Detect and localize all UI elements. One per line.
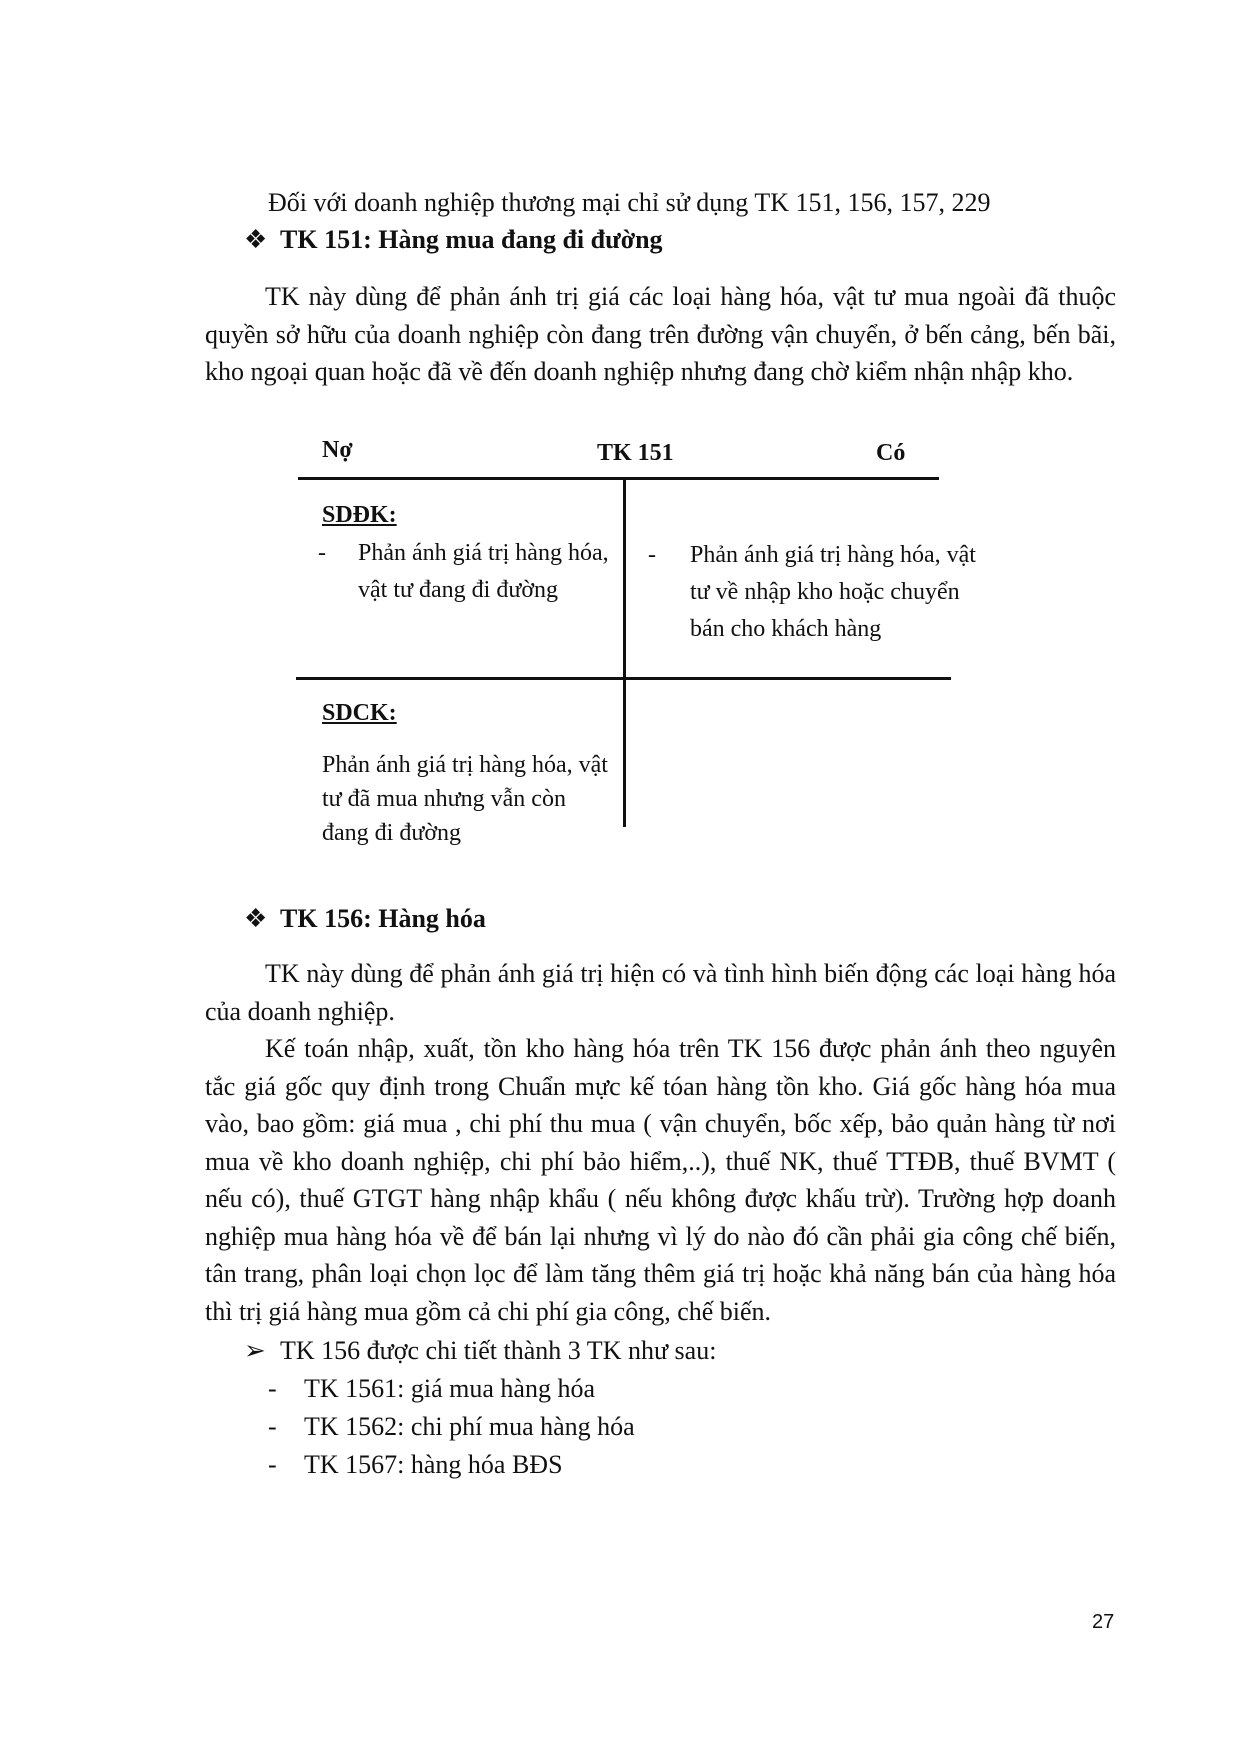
dash-marker: - [268, 1374, 277, 1403]
list-item-text: TK 1561: giá mua hàng hóa [304, 1374, 595, 1403]
heading-text: TK 156: Hàng hóa [280, 904, 486, 933]
tk156-description: TK này dùng để phản ánh giá trị hiện có và tình hình biến động các loại hàng hóa của doanh nghiệp. [205, 959, 1116, 1026]
list-item [268, 1374, 595, 1404]
page-number: 27 [1092, 1611, 1115, 1633]
arrow-bullet-icon: ➢ [244, 1336, 266, 1365]
ledger-debit-entry [318, 535, 638, 609]
ledger-opening-balance-label: SDĐK: [322, 502, 397, 528]
ledger-center-rule [623, 479, 626, 827]
ledger-credit-label: Có [876, 440, 906, 466]
list-item-text: TK 1567: hàng hóa BĐS [304, 1450, 563, 1479]
dash-marker: - [268, 1412, 277, 1441]
ledger-credit-entry [648, 537, 985, 673]
list-item [268, 1450, 563, 1480]
tk156-valuation-paragraph: Kế toán nhập, xuất, tồn kho hàng hóa trên TK 156 được phản ánh theo nguyên tắc giá gốc quy định trong Chuẩn mực kế tóan hàng tồn kho. Giá gốc hàng hóa mua vào, bao gồm: giá mua , chi phí thu mua ( vận chuyển, bốc xếp, bảo quản hàng từ nơi mua về kho doanh nghiệp, chi phí bảo hiểm,..), thuế NK, thuế TTĐB, thuế BVMT ( nếu có), thuế GTGT hàng nhập khẩu ( nếu không được khấu trừ). Trường hợp doanh nghiệp mua hàng hóa về để bán lại nhưng vì lý do nào đó cần phải gia công chế biến, tân trang, phân loại chọn lọc để làm tăng thêm giá trị hoặc khả năng bán của hàng hóa thì trị giá hàng mua gồm cả chi phí gia công, chế biến. [205, 1034, 1116, 1326]
list-item-text: TK 1562: chi phí mua hàng hóa [304, 1412, 635, 1441]
ledger-debit-label: Nợ [322, 437, 353, 463]
ledger-top-rule [298, 477, 939, 480]
ledger-closing-balance-label: SDCK: [322, 700, 397, 726]
ledger-account-title: TK 151 [597, 440, 674, 466]
list-item [268, 1412, 635, 1442]
dash-marker: - [268, 1450, 277, 1479]
tk156-list-intro [244, 1336, 716, 1366]
ledger-closing-entry: Phản ánh giá trị hàng hóa, vật tư đã mua nhưng vẫn còn đang đi đường [322, 752, 608, 846]
diamond-bullet-icon: ❖ [244, 904, 268, 933]
tk151-description: TK này dùng để phản ánh trị giá các loại hàng hóa, vật tư mua ngoài đã thuộc quyền sở hữu của doanh nghiệp còn đang trên đường vận chuyển, ở bến cảng, bến bãi, kho ngoại quan hoặc đã về đến doanh nghiệp nhưng đang chờ kiểm nhận nhập kho. [205, 282, 1116, 386]
section-heading-tk156 [244, 904, 486, 934]
ledger-debit-entry-text: Phản ánh giá trị hàng hóa, vật tư đang đi đường [358, 540, 609, 603]
dash-marker: - [318, 540, 326, 566]
ledger-credit-entry-text: Phản ánh giá trị hàng hóa, vật tư về nhập kho hoặc chuyển bán cho khách hàng [690, 542, 976, 642]
ledger-middle-rule [296, 677, 951, 680]
intro-line: Đối với doanh nghiệp thương mại chỉ sử dụng TK 151, 156, 157, 229 [268, 188, 991, 217]
heading-text: TK 151: Hàng mua đang đi đường [280, 225, 663, 254]
section-heading-tk151 [244, 225, 663, 255]
dash-marker: - [648, 542, 656, 568]
list-intro-text: TK 156 được chi tiết thành 3 TK như sau: [280, 1336, 717, 1365]
diamond-bullet-icon: ❖ [244, 225, 268, 254]
